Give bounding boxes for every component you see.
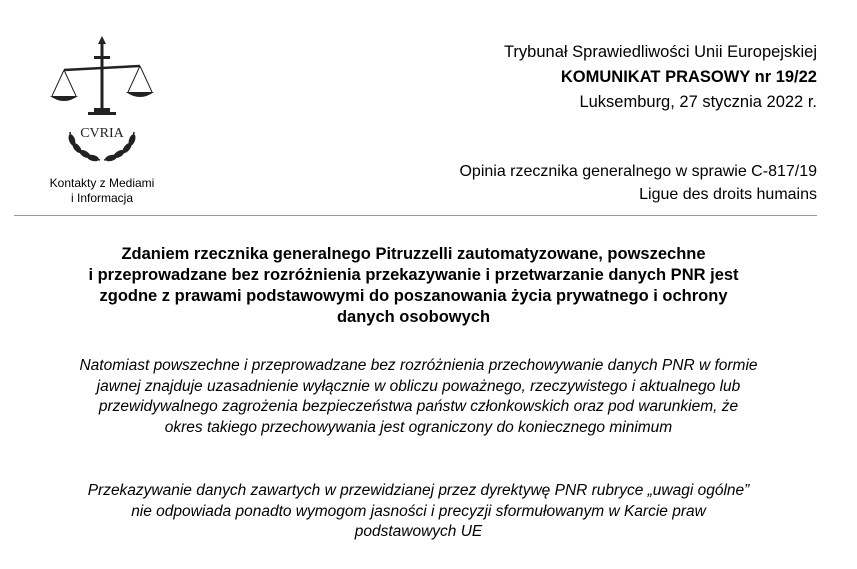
subheading-1-line-1: Natomiast powszechne i przeprowadzane bez rozróżnienia przechowywanie danych PNR w formie [79,357,758,374]
case-line-1: Opinia rzecznika generalnego w sprawie C-817/19 [459,163,817,180]
contact-line-1: Kontakty z Mediami [49,176,155,190]
subheading-1 [10,356,827,438]
headline-line-4: danych osobowych [336,308,491,326]
case-line-2: Ligue des droits humains [639,186,817,203]
contact-line-2: i Informacja [70,191,134,205]
subheading-1-line-4: okres takiego przechowywania jest ograniczony do koniecznego minimum [164,418,673,436]
press-header [504,40,817,115]
court-logo-block [14,36,190,206]
subheading-1-line-2: jawnej znajduje uzasadnienie wyłącznie w obliczu poważnego, rzeczywistego i aktualnego lub [96,377,741,395]
subheading-2-line-2: nie odpowiada ponadto wymogom jasności i precyzji sformułowanym w Karcie praw [131,502,706,520]
headline-line-1: Zdaniem rzecznika generalnego Pitruzzelli zautomatyzowane, powszechne [121,245,706,263]
subheading-2-line-1: Przekazywanie danych zawartych w przewidzianej przez dyrektywę PNR rubryce „uwagi ogólne” [87,482,750,499]
press-release-number: KOMUNIKAT PRASOWY nr 19/22 [560,68,817,86]
headline [10,244,817,328]
subheading-2 [10,481,827,543]
headline-line-2: i przeprowadzane bez rozróżnienia przekazywanie i przetwarzanie danych PNR jest [88,266,739,284]
subheading-1-line-3: przewidywalnego zagrożenia bezpieczeństwa państw członkowskich oraz pod warunkiem, że [98,398,739,415]
case-reference [459,160,817,206]
scales-of-justice-emblem-icon [42,36,162,168]
logo-wordmark: CVRIA [80,126,124,141]
subheading-2-line-3: podstawowych UE [354,523,483,540]
institution-name: Trybunał Sprawiedliwości Unii Europejskiej [503,43,817,61]
media-contact-label [14,176,190,206]
header-divider [14,215,817,216]
place-date: Luksemburg, 27 stycznia 2022 r. [579,93,817,111]
headline-line-3: zgodne z prawami podstawowymi do poszanowania życia prywatnego i ochrony [99,287,728,305]
